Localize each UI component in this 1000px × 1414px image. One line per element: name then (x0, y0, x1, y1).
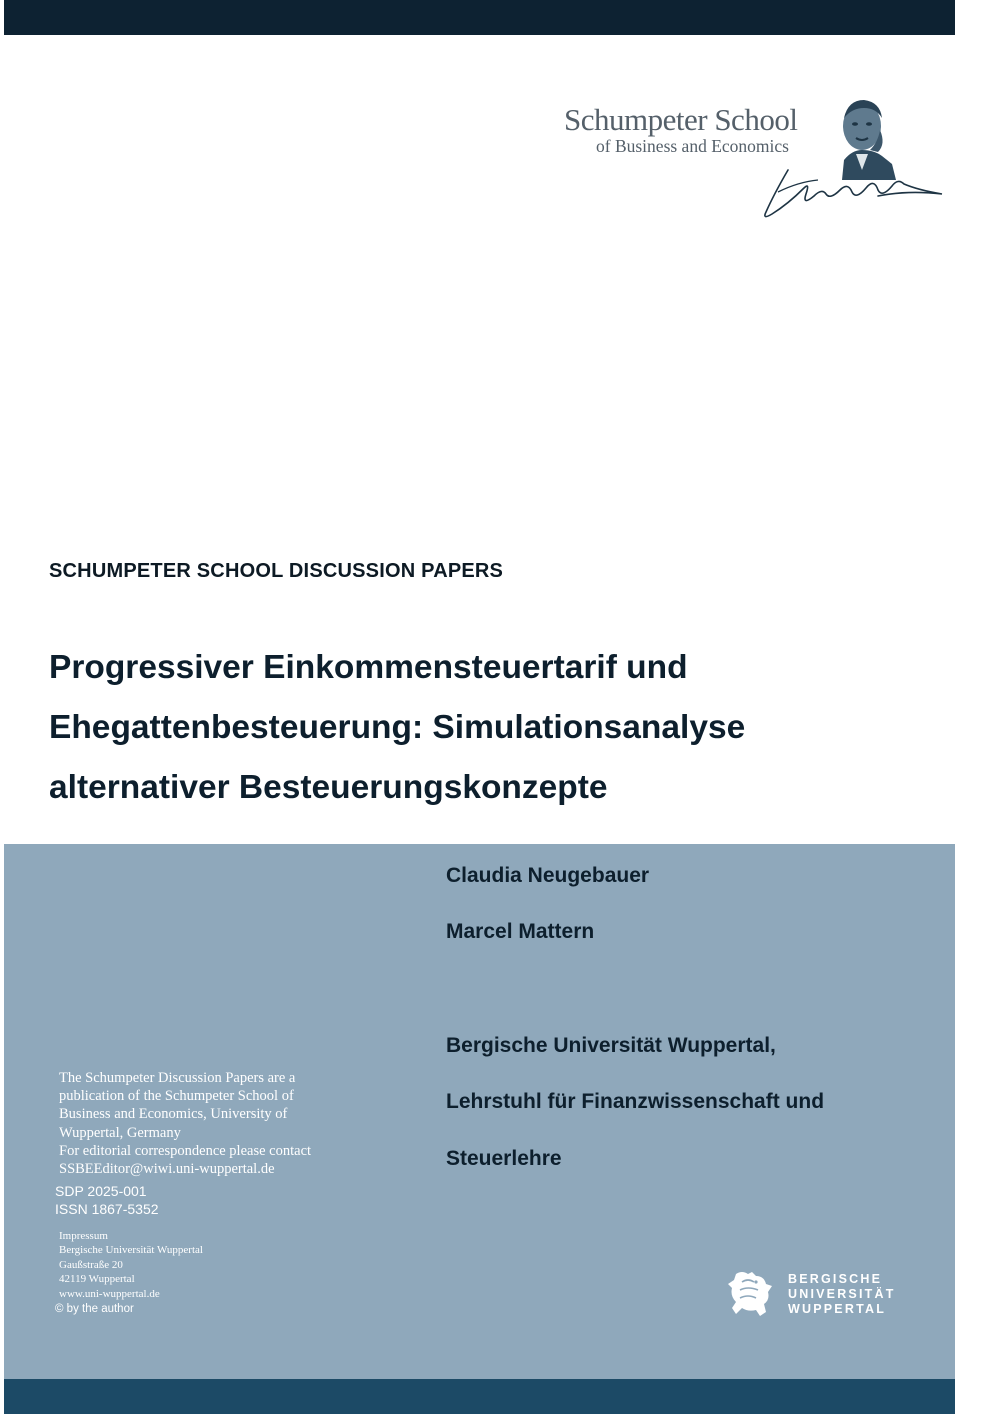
lion-crest-icon (726, 1268, 776, 1318)
info-line: Wuppertal, Germany (59, 1124, 181, 1141)
copyright: © by the author (55, 1303, 134, 1315)
info-line: publication of the Schumpeter School of (59, 1088, 294, 1105)
schumpeter-school-logo (560, 92, 950, 222)
imprint (59, 1229, 203, 1301)
sdp-number: SDP 2025-001 (55, 1183, 147, 1199)
publication-info (59, 1069, 359, 1178)
university-logo (726, 1268, 926, 1320)
series-label: SCHUMPETER SCHOOL DISCUSSION PAPERS (49, 560, 504, 582)
paper-title (49, 638, 929, 818)
affiliation-line: Bergische Universität Wuppertal, (446, 1034, 776, 1057)
title-line: alternativer Besteuerungskonzepte (49, 769, 608, 806)
issn-number: ISSN 1867-5352 (55, 1201, 159, 1217)
signature-icon (758, 164, 944, 220)
imprint-line: Bergische Universität Wuppertal (59, 1244, 203, 1257)
info-line: The Schumpeter Discussion Papers are a (59, 1070, 296, 1086)
title-line: Ehegattenbesteuerung: Simulationsanalyse (49, 709, 746, 746)
logo-subtitle: of Business and Economics (596, 136, 789, 156)
affiliation-line: Lehrstuhl für Finanzwissenschaft und (446, 1090, 825, 1113)
author-name: Marcel Mattern (446, 920, 595, 943)
imprint-line: 42119 Wuppertal (59, 1273, 135, 1286)
logo-title: Schumpeter School (564, 102, 798, 137)
title-line: Progressiver Einkommensteuertarif und (49, 649, 688, 686)
author-name: Claudia Neugebauer (446, 864, 650, 887)
bottom-bar (4, 1379, 955, 1414)
university-website[interactable]: www.uni-wuppertal.de (59, 1287, 160, 1300)
university-name-line: UNIVERSITÄT (788, 1287, 896, 1301)
editor-email[interactable]: SSBEEditor@wiwi.uni-wuppertal.de (59, 1161, 275, 1178)
info-line: For editorial correspondence please contact (59, 1142, 312, 1159)
imprint-line: Gaußstraße 20 (59, 1258, 123, 1271)
university-name-line: WUPPERTAL (788, 1302, 887, 1316)
info-line: Business and Economics, University of (59, 1106, 288, 1123)
university-name (788, 1272, 896, 1317)
affiliation-line: Steuerlehre (446, 1147, 562, 1170)
university-name-line: BERGISCHE (788, 1272, 883, 1286)
imprint-line: Impressum (59, 1230, 108, 1242)
top-bar (4, 0, 955, 35)
